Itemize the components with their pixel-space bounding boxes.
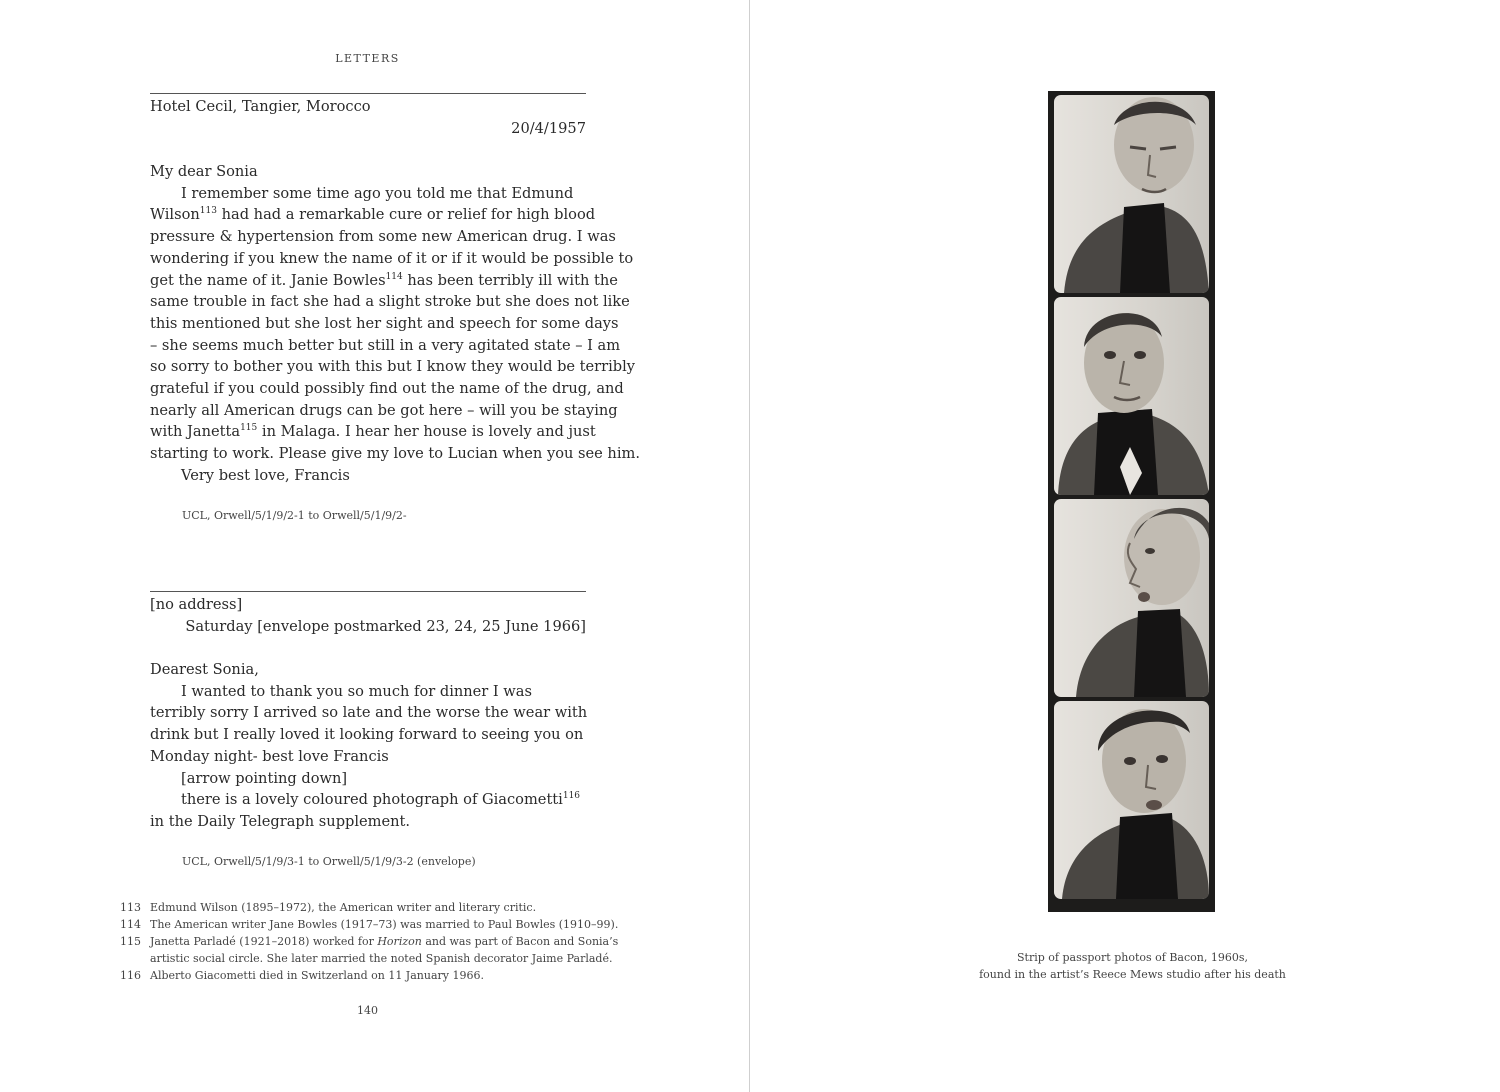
letter-1-line-text: same trouble in fact she had a slight stroke but she does not like (150, 293, 630, 311)
footnotes (120, 899, 619, 984)
page-number: 140 (357, 1004, 378, 1017)
footnote-number: 114 (120, 918, 141, 931)
letter-2-salutation: Dearest Sonia, (150, 661, 259, 679)
letter-1-line-text: get the name of it. Janie Bowles (150, 271, 386, 289)
photo-caption (960, 949, 1305, 983)
letter-1-line (150, 313, 619, 335)
footnote-marker[interactable]: 115 (240, 423, 258, 434)
letter-1-line-text: this mentioned but she lost her sight and speech for some days (150, 314, 619, 332)
footnote-113 (120, 899, 590, 916)
footnote-marker[interactable]: 114 (385, 271, 403, 282)
letter-1-line-text: with Janetta (150, 423, 241, 441)
letter-1-address: Hotel Cecil, Tangier, Morocco (150, 98, 371, 115)
letter-1-line-text: – she seems much better but still in a very agitated state – I am (150, 336, 621, 354)
footnote-marker[interactable]: 113 (199, 206, 217, 217)
letter-1 (150, 96, 640, 486)
footnote-number: 116 (120, 969, 141, 982)
footnote-text: Janetta Parladé (1921–2018) worked for Horizon and was part of Bacon and Sonia’s (150, 935, 619, 948)
photo-frame (1054, 95, 1209, 293)
letter-divider-rule (150, 93, 586, 94)
letter-2-line: drink but I really loved it looking forward to seeing you on (150, 726, 584, 744)
letter-1-line (150, 335, 621, 357)
letter-1-line (150, 400, 618, 422)
left-page (0, 0, 749, 1092)
photo-frame (1054, 297, 1209, 495)
footnote-number: 113 (120, 901, 141, 914)
letter-1-line (150, 378, 624, 400)
letter-2-address: [no address] (150, 596, 243, 613)
letter-2 (150, 594, 586, 833)
letter-2-line: Monday night- best love Francis (150, 747, 389, 765)
letter-1-line-text: pressure & hypertension from some new American drug. I was (150, 228, 616, 246)
footnote-115 (120, 933, 619, 967)
letter-1-line-text: grateful if you could possibly find out the name of the drug, and (150, 379, 624, 397)
footnote-116 (120, 967, 590, 984)
letter-1-salutation: My dear Sonia (150, 163, 258, 181)
letter-2-ps-line: in the Daily Telegraph supplement. (150, 812, 411, 830)
letter-1-line (150, 356, 636, 378)
letter-1-body (150, 183, 640, 465)
letter-1-archive-reference: UCL, Orwell/5/1/9/2-1 to Orwell/5/1/9/2- (182, 509, 407, 522)
letter-2-line: I wanted to thank you so much for dinner I was (181, 682, 532, 700)
letter-1-line-text: has been terribly ill with the (402, 271, 618, 289)
letter-1-line (150, 291, 630, 313)
footnote-number: 115 (120, 935, 141, 948)
letter-2-archive-reference: UCL, Orwell/5/1/9/3-1 to Orwell/5/1/9/3-2 (envelope) (182, 855, 476, 868)
letter-1-line-text: Wilson (150, 206, 200, 224)
footnote-text: Edmund Wilson (1895–1972), the American writer and literary critic. (150, 901, 537, 914)
letter-1-line (150, 270, 618, 292)
footnote-text: artistic social circle. She later married the noted Spanish decorator Jaime Parladé. (150, 952, 613, 965)
footnote-114 (120, 916, 619, 933)
letter-1-line-text: I remember some time ago you told me that Edmund (181, 184, 574, 202)
letter-2-line: terribly sorry I arrived so late and the worse the wear with (150, 704, 588, 722)
photo-caption-line: Strip of passport photos of Bacon, 1960s, (1017, 951, 1248, 964)
footnote-marker[interactable]: 116 (562, 791, 581, 802)
running-head: LETTERS (335, 52, 400, 65)
photo-frame (1054, 701, 1209, 899)
letter-1-line (150, 248, 634, 270)
letter-1-line-text: in Malaga. I hear her house is lovely and just (257, 423, 596, 441)
letter-1-signoff: Very best love, Francis (181, 466, 350, 484)
letter-1-date: 20/4/1957 (511, 119, 586, 137)
letter-2-ps-line (150, 789, 586, 811)
italic-title: Horizon (377, 935, 422, 948)
letter-1-line-text: starting to work. Please give my love to Lucian when you see him. (150, 445, 640, 462)
photo-frame (1054, 499, 1209, 697)
letter-2-arrow-note: [arrow pointing down] (181, 769, 348, 787)
footnote-text: The American writer Jane Bowles (1917–73) was married to Paul Bowles (1910–99). (150, 918, 619, 931)
letter-1-line (150, 443, 640, 465)
letter-1-line (150, 421, 596, 443)
letter-1-line-text: wondering if you knew the name of it or if it would be possible to (150, 249, 634, 267)
letter-divider-rule (150, 591, 586, 592)
letter-1-line (150, 226, 616, 248)
letter-1-line-text: had had a remarkable cure or relief for high blood (216, 206, 596, 224)
photo-caption-line: found in the artist’s Reece Mews studio after his death (979, 968, 1286, 981)
letter-2-ps-text: there is a lovely coloured photograph of Giacometti (181, 791, 563, 809)
letter-1-line-text: nearly all American drugs can be got here – will you be staying (150, 401, 618, 419)
letter-1-line-text: so sorry to bother you with this but I know they would be terribly (150, 358, 636, 376)
passport-photo-strip (1048, 91, 1215, 912)
footnote-text: Alberto Giacometti died in Switzerland on 11 January 1966. (150, 969, 484, 982)
letter-1-line (150, 183, 586, 205)
letter-1-line (150, 204, 596, 226)
letter-2-date: Saturday [envelope postmarked 23, 24, 25 June 1966] (185, 617, 586, 635)
